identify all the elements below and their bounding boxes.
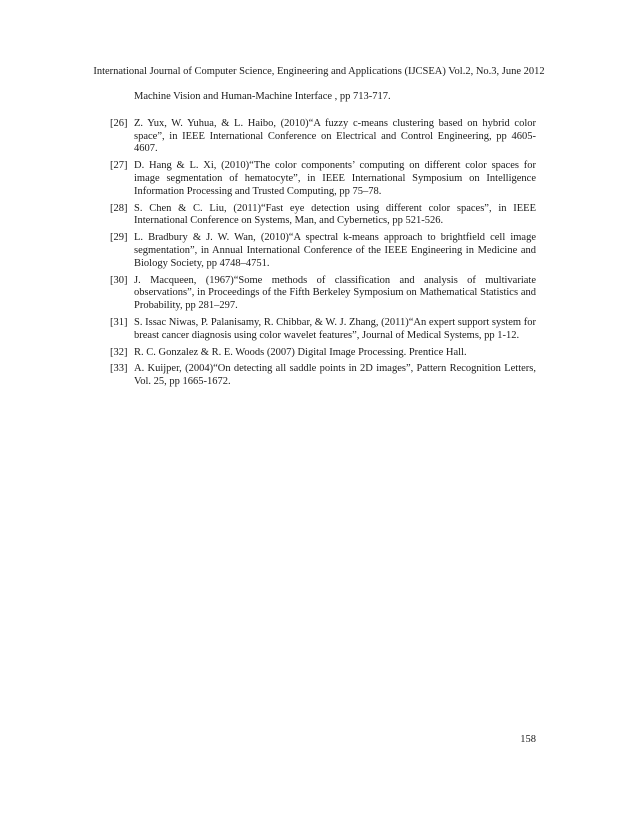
reference-number: [26] — [110, 117, 128, 129]
reference-text: S. Chen & C. Liu, (2011)“Fast eye detection using different color spaces”, in IEEE International Conference on Systems, Man, and Cybernetics, pp 521-526. — [134, 202, 536, 227]
reference-number: [28] — [110, 202, 128, 214]
reference-item — [110, 160, 536, 198]
reference-text: J. Macqueen, (1967)“Some methods of classification and analysis of multivariate observations”, in Proceedings of the Fifth Berkeley Symposium on Mathematical Statistics and Probability, pp 281–297. — [134, 274, 536, 312]
reference-text: S. Issac Niwas, P. Palanisamy, R. Chibbar, & W. J. Zhang, (2011)“An expert support system for breast cancer diagnosis using color wavelet features”, Journal of Medical Systems, pp 1-12. — [134, 316, 536, 341]
reference-list — [110, 91, 536, 393]
reference-text: A. Kuijper, (2004)“On detecting all saddle points in 2D images”, Pattern Recognition Letters, Vol. 25, pp 1665-1672. — [134, 363, 536, 388]
reference-number: [33] — [110, 363, 128, 375]
reference-item — [110, 275, 536, 313]
reference-text: R. C. Gonzalez & R. E. Woods (2007) Digital Image Processing. Prentice Hall. — [134, 346, 467, 358]
reference-item — [110, 317, 536, 343]
reference-item — [110, 203, 536, 229]
reference-continuation: Machine Vision and Human-Machine Interface , pp 713-717. — [134, 91, 391, 102]
reference-text: L. Bradbury & J. W. Wan, (2010)“A spectral k-means approach to brightfield cell image segmentation”, in Annual International Conference of the IEEE Engineering in Medicine and Biology Society, pp 4748–4751. — [134, 232, 536, 269]
reference-number: [27] — [110, 160, 128, 172]
reference-number: [30] — [110, 274, 128, 286]
reference-number: [29] — [110, 232, 128, 244]
reference-item — [110, 363, 536, 389]
page-number: 158 — [520, 734, 536, 745]
reference-text: D. Hang & L. Xi, (2010)“The color components’ computing on different color spaces for image segmentation of hematocyte”, in IEEE International Symposium on Intelligence Information Processing and Trusted Computing, pp 75–78. — [134, 160, 536, 197]
reference-item — [110, 347, 536, 360]
reference-text: Z. Yux, W. Yuhua, & L. Haibo, (2010)“A fuzzy c-means clustering based on hybrid color space”, in IEEE International Conference on Electrical and Control Engineering, pp 4605-4607. — [134, 117, 536, 155]
reference-number: [32] — [110, 346, 128, 358]
reference-number: [31] — [110, 316, 128, 328]
reference-item — [110, 232, 536, 270]
reference-item — [110, 118, 536, 156]
journal-header: International Journal of Computer Science, Engineering and Applications (IJCSEA) Vol.2, No.3, June 2012 — [93, 66, 545, 77]
